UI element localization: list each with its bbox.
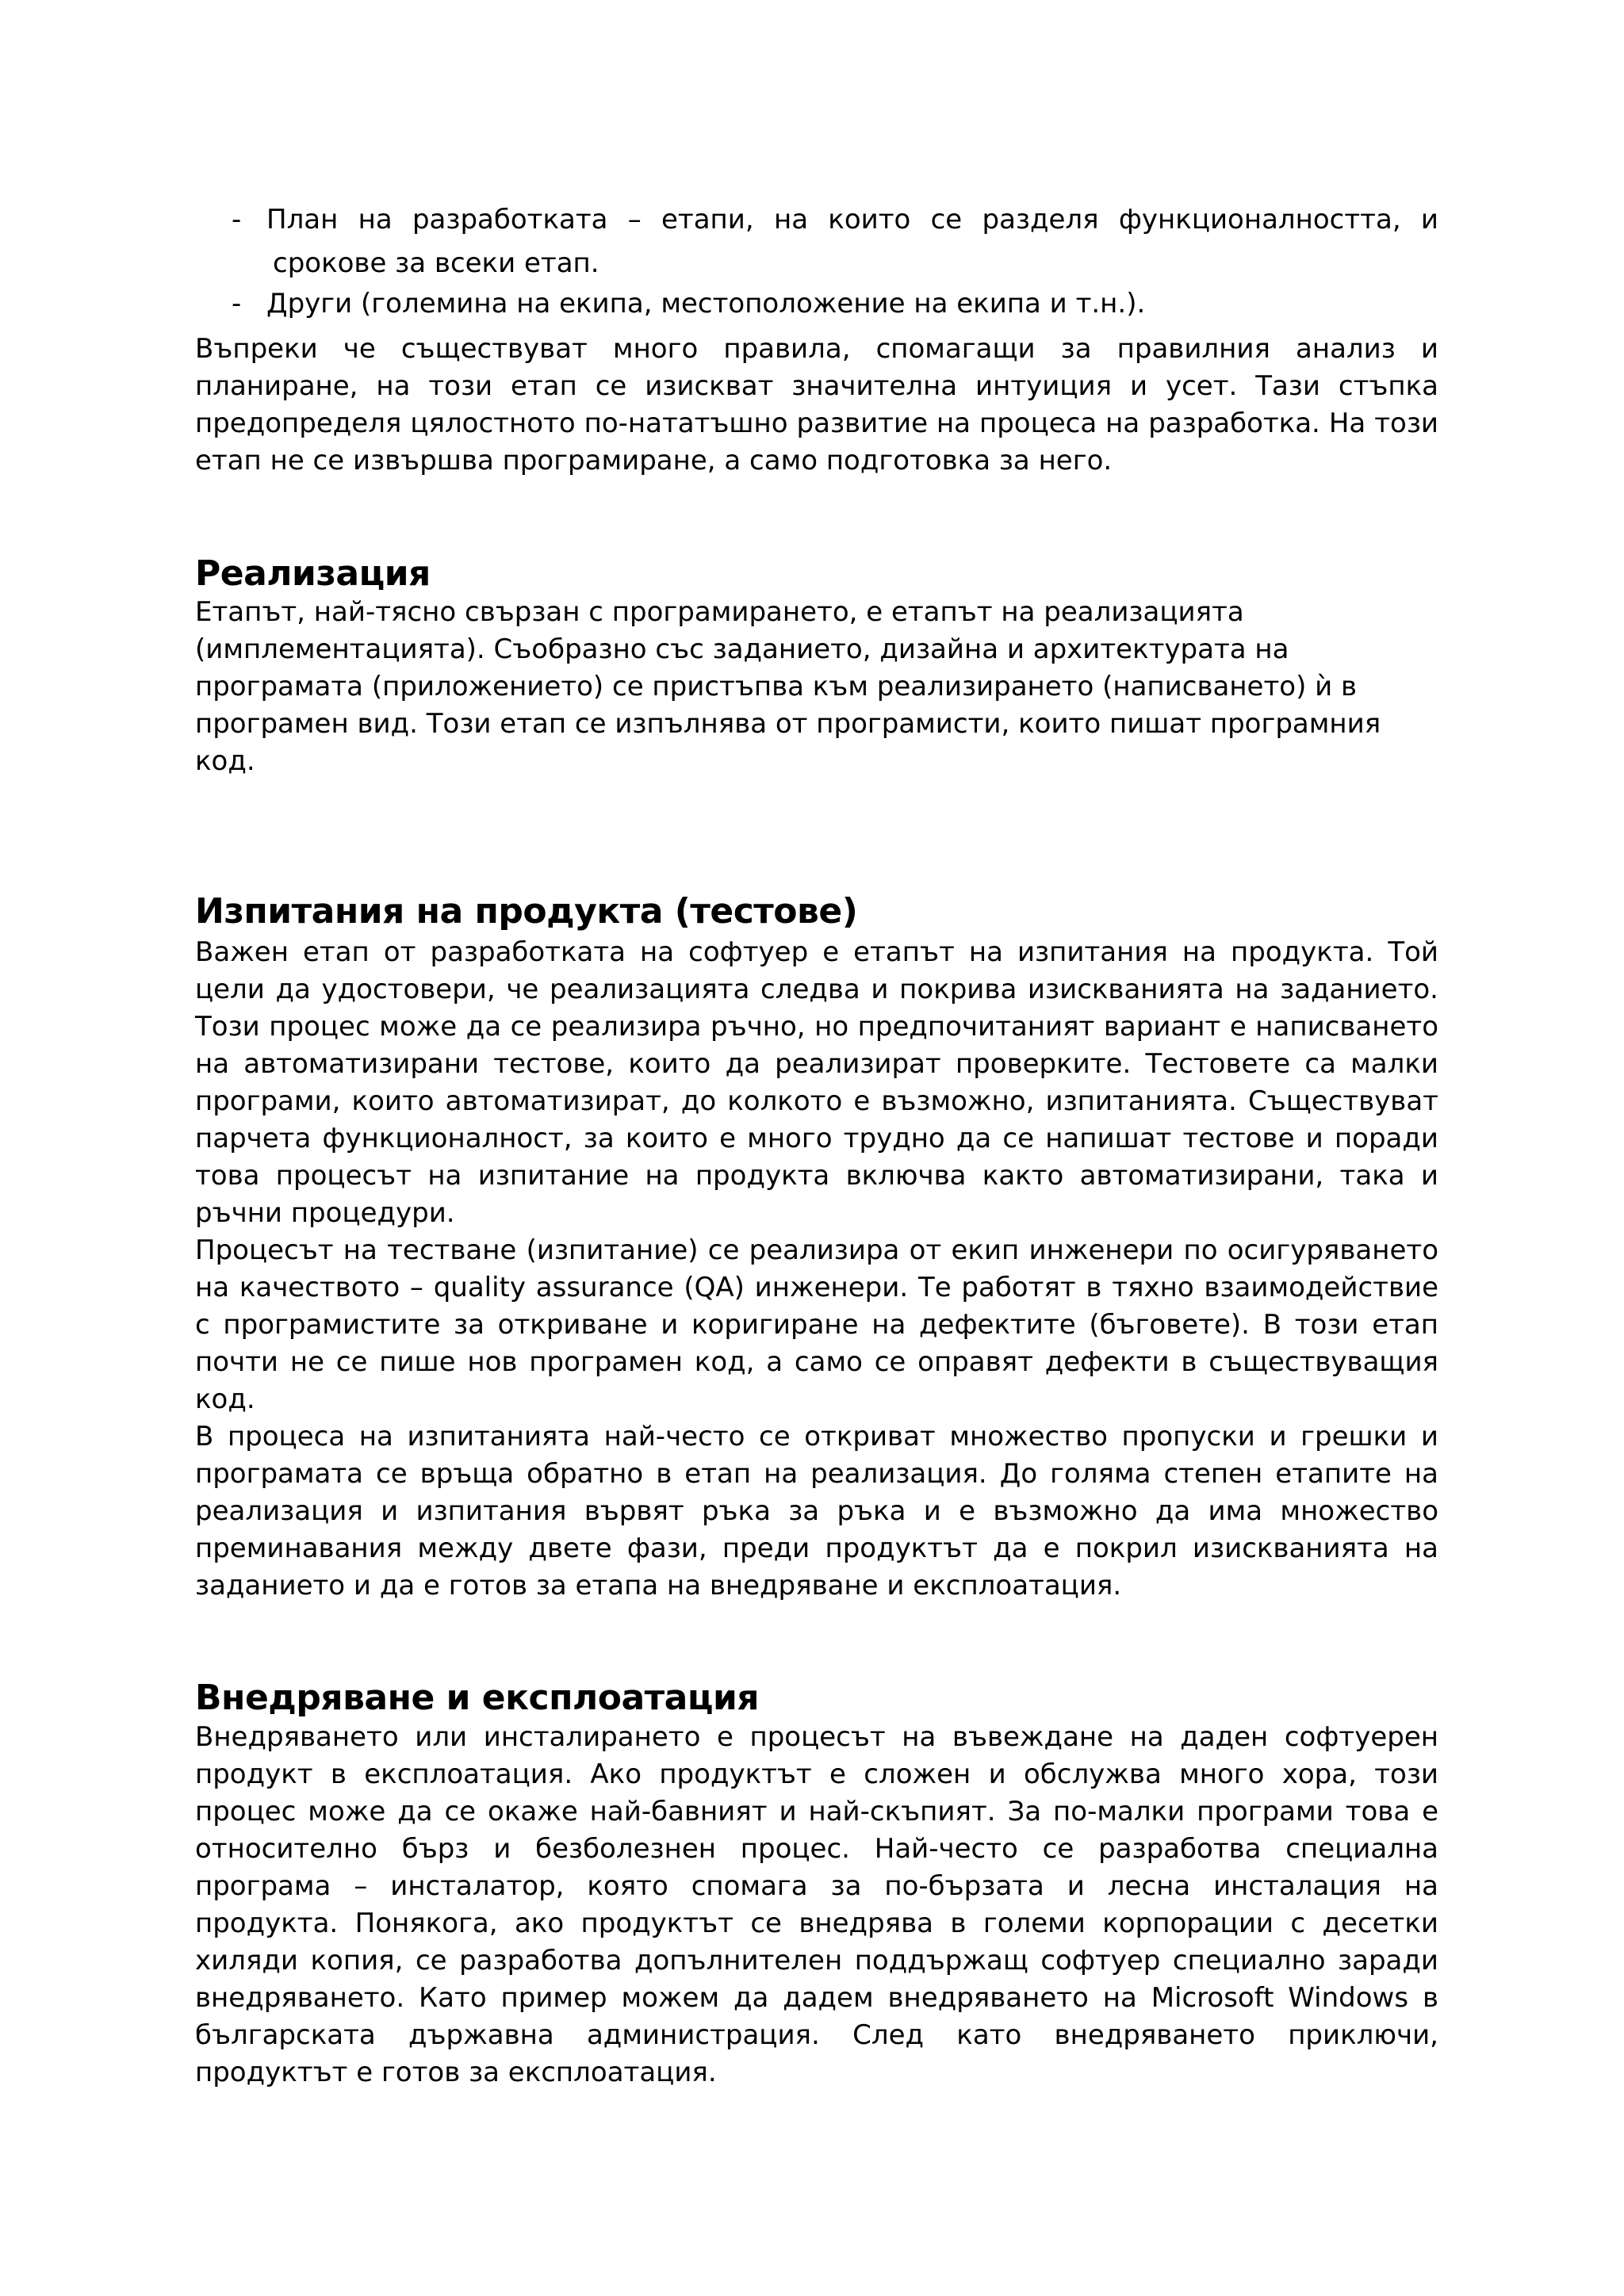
intro-paragraph-block [195, 331, 1438, 480]
section-paragraph: Етапът, най-тясно свързан с програмирането, е етапът на реализацията (имплементацията). Съобразно със заданието, дизайна и архитектурата на програмата (приложението) се пристъпва към реализирането (написването) ѝ в програмен вид. Този етап се изпълнява от програмисти, които пишат програмния код. [195, 596, 1381, 777]
section-heading: Изпитания на продукта (тестове) [195, 891, 858, 932]
bullet-list [195, 201, 1438, 323]
section-deployment-body [195, 1719, 1438, 2091]
intro-paragraph: Въпреки че съществуват много правила, спомагащи за правилния анализ и планиране, на този етап се изискват значителна интуиция и усет. Тази стъпка предопределя цялостното по-нататъшно развитие на процеса на разработка. На този етап не се извършва програмиране, а само подготовка за него. [195, 333, 1438, 476]
bullet-dash: - [232, 204, 242, 235]
section-realization-body [195, 594, 1385, 780]
list-item [195, 201, 1438, 282]
section-heading: Реализация [195, 553, 431, 594]
section-testing [195, 890, 1438, 934]
section-realization [195, 552, 1438, 596]
list-item [195, 285, 1438, 323]
bullet-text-line1: Други (големина на екипа, местоположение на екипа и т.н.). [266, 288, 1146, 320]
bullet-text-line1: План на разработката – етапи, на които се разделя функционалността, и [266, 204, 1438, 235]
section-paragraph: Процесът на тестване (изпитание) се реализира от екип инженери по осигуряването на качеството – quality assurance (QA) инженери. Те работят в тяхно взаимодействие с програмистите за откриване и коригиране на дефектите (бъговете). В този етап почти не се пише нов програмен код, а само се оправят дефекти в съществуващия код. [195, 1234, 1438, 1415]
section-paragraph: Внедряването или инсталирането е процесът на въвеждане на даден софтуерен продукт в експлоатация. Ако продуктът е сложен и обслужва много хора, този процес може да се окаже най-бавният и най-скъпият. За по-малки програми това е относително бърз и безболезнен процес. Най-често се разработва специална програма – инсталатор, която спомага за по-бързата и лесна инсталация на продукта. Понякога, ако продуктът се внедрява в големи корпорации с десетки хиляди копия, се разработва допълнителен поддържащ софтуер специално заради внедряването. Като пример можем да дадем внедряването на Microsoft Windows в българската държавна администрация. След като внедряването приключи, продуктът е готов за експлоатация. [195, 1721, 1438, 2088]
section-paragraph: В процеса на изпитанията най-често се откриват множество пропуски и грешки и програмата се връща обратно в етап на реализация. До голяма степен етапите на реализация и изпитания вървят ръка за ръка и е възможно да има множество преминавания между двете фази, преди продуктът да е покрил изискванията на заданието и да е готов за етапа на внедряване и експлоатация. [195, 1421, 1438, 1601]
bullet-text-line2: срокове за всеки етап. [273, 247, 599, 279]
section-testing-body [195, 934, 1438, 1605]
section-heading: Внедряване и експлоатация [195, 1678, 760, 1718]
bullet-dash: - [232, 288, 242, 320]
section-deployment [195, 1676, 1438, 1720]
section-paragraph: Важен етап от разработката на софтуер е етапът на изпитания на продукта. Той цели да удостовери, че реализацията следва и покрива изискванията на заданието. Този процес може да се реализира ръчно, но предпочитаният вариант е написването на автоматизирани тестове, които да реализират проверките. Тестовете са малки програми, които автоматизират, до колкото е възможно, изпитанията. Съществуват парчета функционалност, за които е много трудно да се напишат тестове и поради това процесът на изпитание на продукта включва както автоматизирани, така и ръчни процедури. [195, 936, 1438, 1229]
